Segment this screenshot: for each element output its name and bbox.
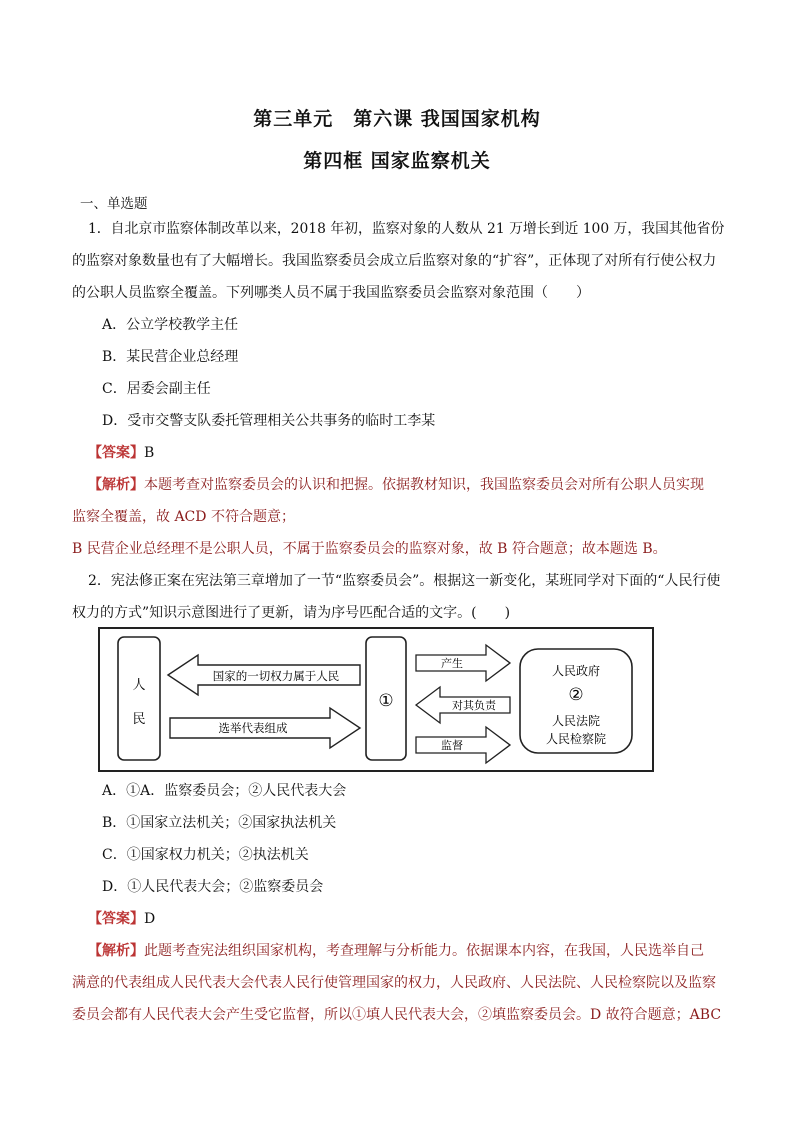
arrow-responsible-label: 对其负责 (452, 699, 496, 712)
answer-tag: 【答案】 (88, 911, 144, 927)
power-flow-diagram (98, 627, 654, 772)
explanation-text: 此题考查宪法组织国家机构，考查理解与分析能力。依据课本内容，在我国，人民选举自己 (144, 943, 704, 959)
q1-option-d: D．受市交警支队委托管理相关公共事务的临时工李某 (102, 413, 436, 429)
gov-label: 人民政府 (551, 664, 601, 678)
arrow-supervise-label: 监督 (441, 739, 463, 752)
q2-explanation-line3: 委员会都有人民代表大会产生受它监督，所以①填人民代表大会，②填监察委员会。D 故符合题意；ABC (72, 1007, 722, 1023)
procuratorate-label: 人民检察院 (545, 732, 607, 746)
q2-answer (88, 908, 155, 928)
q2-explanation-line2: 满意的代表组成人民代表大会代表人民行使管理国家的权力，人民政府、人民法院、人民检察院以及监察 (72, 975, 716, 991)
section-heading: 一、单选题 (80, 196, 148, 212)
q1-option-c: C．居委会副主任 (102, 381, 211, 397)
q2-option-b: B．①国家立法机关；②国家执法机关 (102, 815, 337, 831)
q2-option-c: C．①国家权力机关；②执法机关 (102, 847, 309, 863)
answer-tag: 【答案】 (88, 445, 144, 461)
answer-value: B (144, 445, 155, 461)
q1-answer (88, 442, 154, 462)
q1-stem-line2: 的监察对象数量也有了大幅增长。我国监察委员会成立后监察对象的“扩容”，正体现了对所有行使公权力 (72, 253, 717, 269)
explanation-tag: 【解析】 (88, 477, 144, 493)
q1-explanation-line2: 监察全覆盖，故 ACD 不符合题意； (72, 509, 295, 525)
answer-value: D (144, 911, 156, 927)
circle1-label: ① (378, 691, 394, 711)
q1-explanation-line3: B 民营企业总经理不是公职人员，不属于监察委员会的监察对象，故 B 符合题意；故本题选 B。 (72, 541, 667, 557)
q1-option-a: A．公立学校教学主任 (102, 317, 239, 333)
q1-explanation-line1 (88, 474, 704, 494)
q2-stem-line1: 2．宪法修正案在宪法第三章增加了一节“监察委员会”。根据这一新变化，某班同学对下面的“人民行使 (88, 573, 721, 589)
unit-title: 第三单元 第六课 我国国家机构 (253, 108, 541, 130)
q1-stem-line1: 1．自北京市监察体制改革以来，2018 年初，监察对象的人数从 21 万增长到近 100 万，我国其他省份 (88, 221, 725, 237)
people-box (118, 637, 160, 760)
circle2-label: ② (568, 685, 584, 705)
arrow-bottom-label: 选举代表组成 (218, 721, 288, 735)
q2-option-d: D．①人民代表大会；②监察委员会 (102, 879, 324, 895)
arrow-produce-label: 产生 (441, 657, 463, 670)
q2-stem-line2: 权力的方式”知识示意图进行了更新，请为序号匹配合适的文字。( ) (72, 605, 511, 621)
q2-explanation-line1 (88, 940, 704, 960)
arrow-top-label: 国家的一切权力属于人民 (212, 669, 340, 683)
people-char2: 民 (132, 712, 146, 727)
people-char1: 人 (132, 678, 146, 693)
q2-option-a: A．①A．监察委员会；②人民代表大会 (102, 783, 347, 799)
explanation-text: 本题考查对监察委员会的认识和把握。依据教材知识，我国监察委员会对所有公职人员实现 (144, 477, 704, 493)
explanation-tag: 【解析】 (88, 943, 144, 959)
q1-stem-line3: 的公职人员监察全覆盖。下列哪类人员不属于我国监察委员会监察对象范围（ ） (72, 285, 590, 301)
q1-option-b: B．某民营企业总经理 (102, 349, 239, 365)
lesson-title: 第四框 国家监察机关 (303, 150, 491, 172)
court-label: 人民法院 (551, 714, 601, 728)
